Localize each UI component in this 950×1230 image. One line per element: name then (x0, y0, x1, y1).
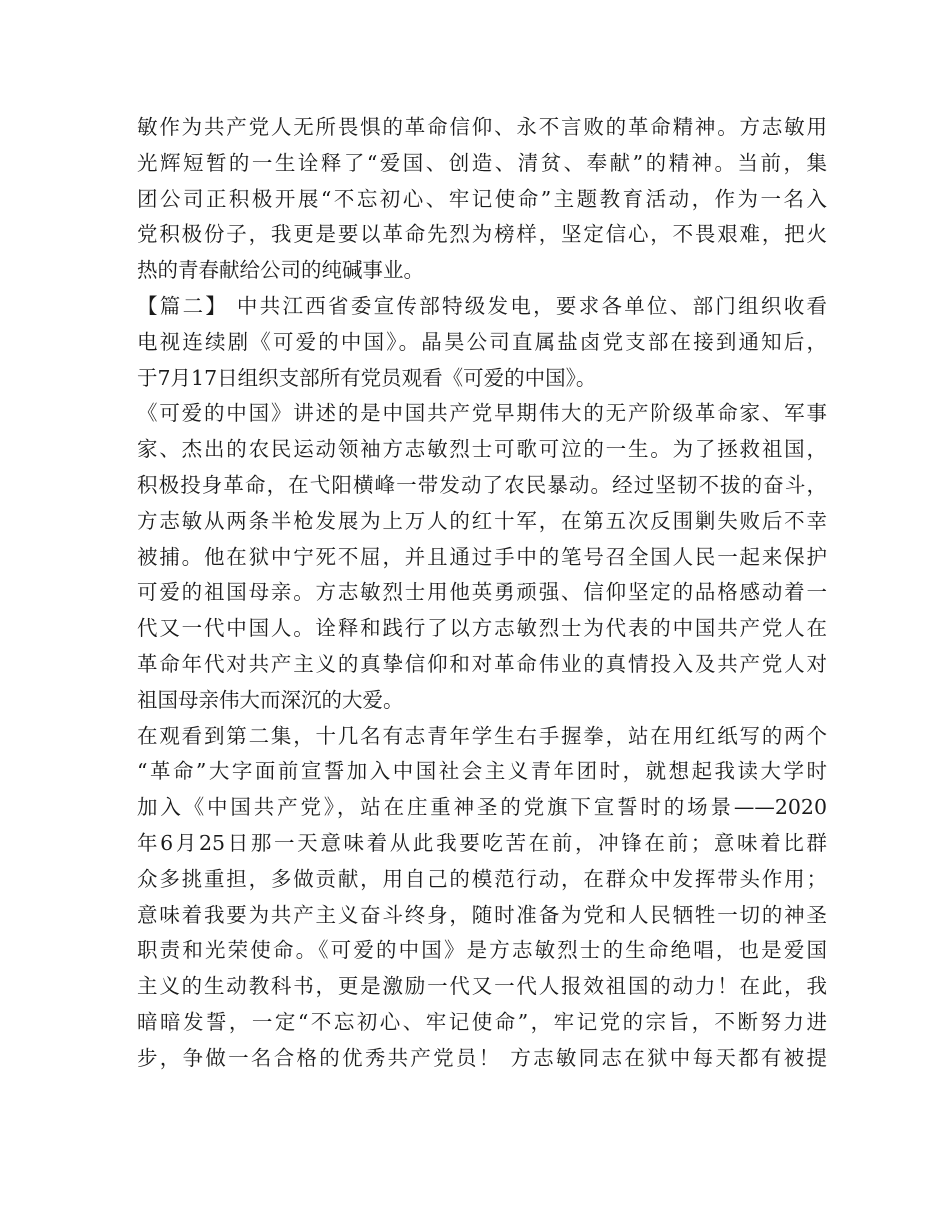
text-line: 电视连续剧《可爱的中国》。晶昊公司直属盐卤党支部在接到通知后， (137, 329, 827, 354)
text-line: 《可爱的中国》讲述的是中国共产党早期伟大的无产阶级革命家、军事 (137, 401, 827, 426)
text-line: 革命年代对共产主义的真挚信仰和对革命伟业的真情投入及共产党人对 (137, 651, 827, 676)
text-line: 代又一代中国人。诠释和践行了以方志敏烈士为代表的中国共产党人在 (137, 616, 827, 641)
text-line: 祖国母亲伟大而深沉的大爱。 (137, 687, 404, 712)
text-line: 积极投身革命，在弋阳横峰一带发动了农民暴动。经过坚韧不拔的奋斗， (137, 472, 827, 497)
text-line: 职责和光荣使命。《可爱的中国》是方志敏烈士的生命绝唱，也是爱国 (137, 938, 827, 963)
document-body (137, 110, 827, 1077)
text-line: 于7月17日组织支部所有党员观看《可爱的中国》。 (137, 365, 597, 390)
text-line: 众多挑重担，多做贡献，用自己的模范行动，在群众中发挥带头作用； (137, 866, 827, 891)
text-line: 方志敏从两条半枪发展为上万人的红十军，在第五次反围剿失败后不幸 (137, 508, 827, 533)
text-line: 团公司正积极开展“不忘初心、牢记使命”主题教育活动，作为一名入 (137, 186, 827, 211)
text-line: 暗暗发誓，一定“不忘初心、牢记使命”，牢记党的宗旨，不断努力进 (137, 1009, 827, 1034)
text-line: 可爱的祖国母亲。方志敏烈士用他英勇顽强、信仰坚定的品格感动着一 (137, 580, 827, 605)
text-line: 被捕。他在狱中宁死不屈，并且通过手中的笔号召全国人民一起来保护 (137, 544, 827, 569)
text-line: 步，争做一名合格的优秀共产党员！ 方志敏同志在狱中每天都有被提 (137, 1045, 827, 1070)
text-line: 光辉短暂的一生诠释了“爱国、创造、清贫、奉献”的精神。当前，集 (137, 150, 827, 175)
text-line: 在观看到第二集，十几名有志青年学生右手握拳，站在用红纸写的两个 (137, 723, 827, 748)
text-line: 加入《中国共产党》，站在庄重神圣的党旗下宣誓时的场景——2020 (137, 795, 827, 820)
text-line: 年6月25日那一天意味着从此我要吃苦在前，冲锋在前；意味着比群 (137, 830, 827, 855)
text-line: 敏作为共产党人无所畏惧的革命信仰、永不言败的革命精神。方志敏用 (137, 115, 827, 139)
text-line: 热的青春献给公司的纯碱事业。 (137, 258, 424, 283)
text-line: 家、杰出的农民运动领袖方志敏烈士可歌可泣的一生。为了拯救祖国， (137, 437, 827, 462)
text-line: 意味着我要为共产主义奋斗终身，随时准备为党和人民牺牲一切的神圣 (137, 902, 827, 927)
text-line: “革命”大字面前宣誓加入中国社会主义青年团时，就想起我读大学时 (137, 759, 827, 784)
text-line: 党积极份子，我更是要以革命先烈为榜样，坚定信心，不畏艰难，把火 (137, 222, 827, 247)
text-line: 【篇二】 中共江西省委宣传部特级发电，要求各单位、部门组织收看 (137, 293, 827, 318)
text-line: 主义的生动教科书，更是激励一代又一代人报效祖国的动力！在此，我 (137, 974, 827, 999)
